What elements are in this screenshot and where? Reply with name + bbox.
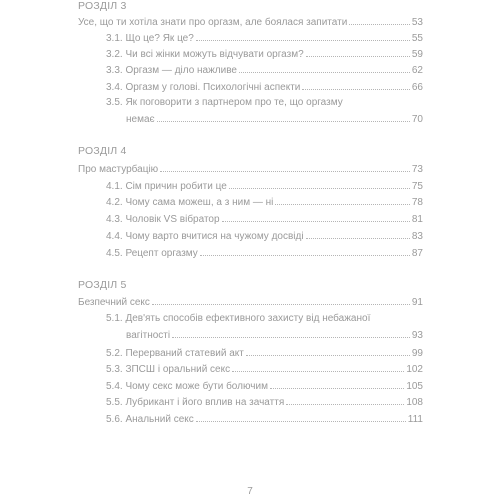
dot-leader [246, 347, 410, 356]
dot-leader [172, 329, 410, 338]
dot-leader [349, 16, 410, 25]
toc-entry[interactable]: 5.3. ЗПСШ і оральний секс 102 [106, 364, 423, 375]
toc-entry[interactable]: 5.1. Дев'ять способів ефективного захисту від небажаної вагітності 93 [106, 313, 423, 341]
toc-entry[interactable]: 5.4. Чому секс може бути болючим 105 [106, 381, 423, 392]
toc-entry[interactable]: 3.4. Оргазм у голові. Психологічні аспекти 66 [106, 82, 423, 93]
toc-entry[interactable]: 4.5. Рецепт оргазму 87 [106, 248, 423, 259]
dot-leader [239, 64, 410, 73]
toc-entry[interactable]: 5.5. Лубрикант і його вплив на зачаття 108 [106, 397, 423, 408]
toc-entry[interactable]: 4.4. Чому варто вчитися на чужому досвіді 83 [106, 231, 423, 242]
toc-entry[interactable]: 4.2. Чому сама можеш, а з ним — ні 78 [106, 197, 423, 208]
dot-leader [275, 196, 410, 205]
dot-leader [196, 413, 406, 422]
toc-entry[interactable]: Безпечний секс 91 [78, 297, 423, 308]
toc-entry[interactable]: 4.1. Сім причин робити це 75 [106, 181, 423, 192]
chapter-4-heading: РОЗДІЛ 4 [78, 145, 127, 157]
entry-label-line2: вагітності [126, 330, 171, 341]
dot-leader [152, 296, 410, 305]
dot-leader [229, 180, 410, 189]
dot-leader [232, 363, 404, 372]
page-number: 7 [247, 486, 253, 497]
dot-leader [160, 163, 410, 172]
chapter-3-heading: РОЗДІЛ 3 [78, 0, 127, 12]
dot-leader [157, 113, 410, 122]
entry-label-line1: 3.5. Як поговорити з партнером про те, що оргазму [106, 97, 343, 108]
toc-entry[interactable]: 3.1. Що це? Як це? 55 [106, 33, 423, 44]
toc-entry[interactable]: 5.2. Перерваний статевий акт 99 [106, 348, 423, 359]
dot-leader [306, 230, 410, 239]
toc-entry[interactable]: 3.2. Чи всі жінки можуть відчувати оргазм? 59 [106, 49, 423, 60]
toc-entry[interactable]: Усе, що ти хотіла знати про оргазм, але боялася запитати 53 [78, 17, 423, 28]
dot-leader [286, 396, 404, 405]
toc-entry[interactable]: 3.3. Оргазм — діло нажливе 62 [106, 65, 423, 76]
toc-entry[interactable]: 5.6. Анальний секс 111 [106, 414, 423, 425]
toc-entry[interactable]: 4.3. Чоловік VS вібратор 81 [106, 214, 423, 225]
dot-leader [222, 213, 410, 222]
dot-leader [306, 48, 410, 57]
dot-leader [270, 380, 404, 389]
dot-leader [200, 247, 410, 256]
chapter-5-heading: РОЗДІЛ 5 [78, 279, 127, 291]
dot-leader [302, 81, 410, 90]
entry-label-line2: немає [126, 114, 155, 125]
dot-leader [196, 32, 410, 41]
entry-label-line1: 5.1. Дев'ять способів ефективного захисту від небажаної [106, 313, 371, 324]
toc-entry[interactable]: Про мастурбацію 73 [78, 164, 423, 175]
toc-entry[interactable]: 3.5. Як поговорити з партнером про те, що оргазму немає 70 [106, 97, 423, 125]
